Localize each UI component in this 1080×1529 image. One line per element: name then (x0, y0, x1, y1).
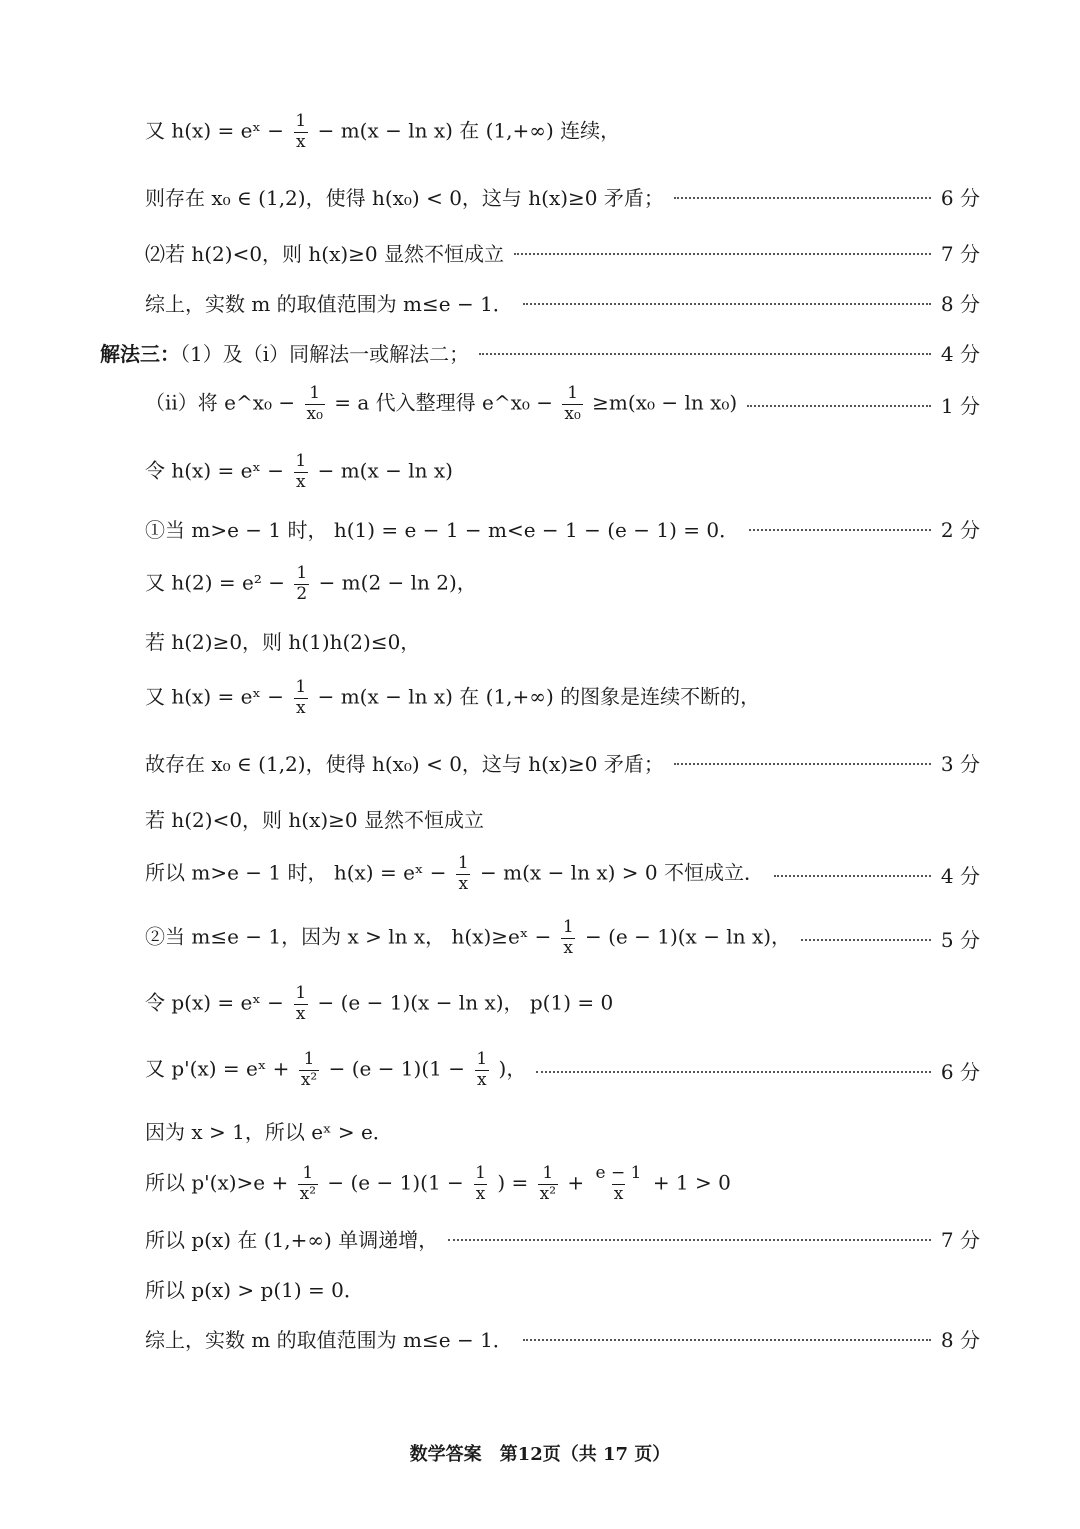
score-label: 7 分 (940, 1227, 980, 1252)
score-label: 2 分 (940, 517, 980, 542)
line-substitute: （ii）将 e^x₀ − $\frac{1}{\text{x₀}}$ = a 代入整理得 e^x₀ − $\frac{1}{\text{x₀}}$ ≥m(x₀ − ln x₀) 1 分 (145, 382, 980, 424)
fraction: $\frac{1}{x}$ (295, 110, 307, 152)
expr-post: − m(x − ln x) 在 (1,+∞) 连续， (317, 118, 621, 143)
line-p-positive: 所以 p(x) > p(1) = 0． (145, 1277, 364, 1302)
fraction: $\frac{1}{\text{x²}}$ (539, 1162, 557, 1204)
score-label: 4 分 (940, 341, 980, 366)
score-label: 1 分 (940, 393, 980, 418)
score-label: 8 分 (940, 1327, 980, 1352)
dot-leader (536, 1071, 931, 1073)
line-h2: 又 h(2) = e² − $\frac{1}{2}$ − m(2 − ln 2)， (145, 562, 477, 604)
line-h-continuous (145, 108, 980, 156)
dot-leader (749, 529, 931, 531)
fraction: $\frac{1}{\text{x²}}$ (299, 1162, 317, 1204)
line-therefore-exists: 故存在 x₀ ∈ (1,2)，使得 h(x₀) < 0，这与 h(x)≥0 矛盾； 3 分 (145, 748, 980, 776)
score-label: 6 分 (940, 1059, 980, 1084)
score-label: 7 分 (940, 241, 980, 266)
line-exists-x0: 则存在 x₀ ∈ (1,2)，使得 h(x₀) < 0，这与 h(x)≥0 矛盾； 6 分 (145, 182, 980, 210)
line-conclusion: 综上，实数 m 的取值范围为 m≤e − 1． 8 分 (145, 288, 980, 316)
fraction: $\frac{1}{x}$ (476, 1048, 488, 1090)
line-because-x: 因为 x > 1，所以 eˣ > e． (145, 1119, 393, 1144)
dot-leader (801, 939, 931, 941)
page-footer: 数学答案 第12页（共 17 页） (409, 1444, 671, 1465)
fraction: $\frac{1}{x}$ (295, 982, 307, 1024)
fraction: $\frac{1}{x}$ (475, 1162, 486, 1204)
line-so-m-greater: 所以 m>e − 1 时， h(x) = eˣ − $\frac{1}{x}$ − m(x − ln x) > 0 不恒成立． 4 分 (145, 852, 980, 894)
line-if-h2-negative: 若 h(2)<0，则 h(x)≥0 显然不恒成立 (145, 807, 485, 832)
line-p-derivative-positive: 所以 p'(x)>e + $\frac{1}{\text{x²}}$ − (e − 1)(1 − $\frac{1}{x}$ ) = $\frac{1}{\text{x²}}$ + $\frac{e - 1}{x}$ + 1 > 0 (145, 1162, 731, 1204)
fraction: $\frac{1}{x}$ (295, 450, 307, 492)
line-p-increasing: 所以 p(x) 在 (1,+∞) 单调递增， 7 分 (145, 1224, 980, 1252)
dot-leader (774, 875, 931, 877)
fraction: $\frac{1}{2}$ (296, 562, 308, 604)
line-final-conclusion: 综上，实数 m 的取值范围为 m≤e − 1． 8 分 (145, 1324, 980, 1352)
score-label: 6 分 (940, 185, 980, 210)
fraction: $\frac{1}{x}$ (295, 676, 307, 718)
dot-leader (747, 405, 931, 407)
line-define-h: 令 h(x) = eˣ − $\frac{1}{x}$ − m(x − ln x) (145, 450, 453, 492)
method-three-heading: 解法三：（1）及（i）同解法一或解法二； 4 分 (100, 338, 980, 366)
line-case-2: ⑵若 h(2)<0，则 h(x)≥0 显然不恒成立 7 分 (145, 238, 980, 266)
fraction: $\frac{1}{x}$ (562, 916, 574, 958)
dot-leader (523, 303, 931, 305)
fraction: $\frac{1}{\text{x₀}}$ (564, 382, 581, 424)
line-case-m-leq: ②当 m≤e − 1，因为 x > ln x， h(x)≥eˣ − $\frac{1}{x}$ − (e − 1)(x − ln x)， 5 分 (145, 916, 980, 958)
score-label: 5 分 (940, 927, 980, 952)
fraction: $\frac{1}{x}$ (457, 852, 469, 894)
line-if-h2: 若 h(2)≥0，则 h(1)h(2)≤0， (145, 629, 421, 654)
fraction: $\frac{1}{\text{x₀}}$ (306, 382, 323, 424)
line-define-p: 令 p(x) = eˣ − $\frac{1}{x}$ − (e − 1)(x − ln x)， p(1) = 0 (145, 982, 614, 1024)
fraction: $\frac{e - 1}{x}$ (595, 1162, 642, 1204)
score-label: 8 分 (940, 291, 980, 316)
dot-leader (523, 1339, 931, 1341)
line-case-1: ①当 m>e − 1 时， h(1) = e − 1 − m<e − 1 − (e − 1) = 0． 2 分 (145, 514, 980, 542)
line-p-derivative: 又 p'(x) = eˣ + $\frac{1}{\text{x²}}$ − (e − 1)(1 − $\frac{1}{x}$ )， 6 分 (145, 1048, 980, 1090)
dot-leader (674, 197, 931, 199)
dot-leader (674, 763, 931, 765)
dot-leader (514, 253, 931, 255)
dot-leader (448, 1239, 931, 1241)
score-label: 3 分 (940, 751, 980, 776)
line-h-graph-continuous: 又 h(x) = eˣ − $\frac{1}{x}$ − m(x − ln x) 在 (1,+∞) 的图象是连续不断的， (145, 676, 761, 718)
expr-pre: 又 h(x) = eˣ − (145, 118, 285, 143)
fraction: $\frac{1}{\text{x²}}$ (300, 1048, 318, 1090)
dot-leader (479, 353, 931, 355)
score-label: 4 分 (940, 863, 980, 888)
method-title: 解法三： (100, 341, 180, 366)
